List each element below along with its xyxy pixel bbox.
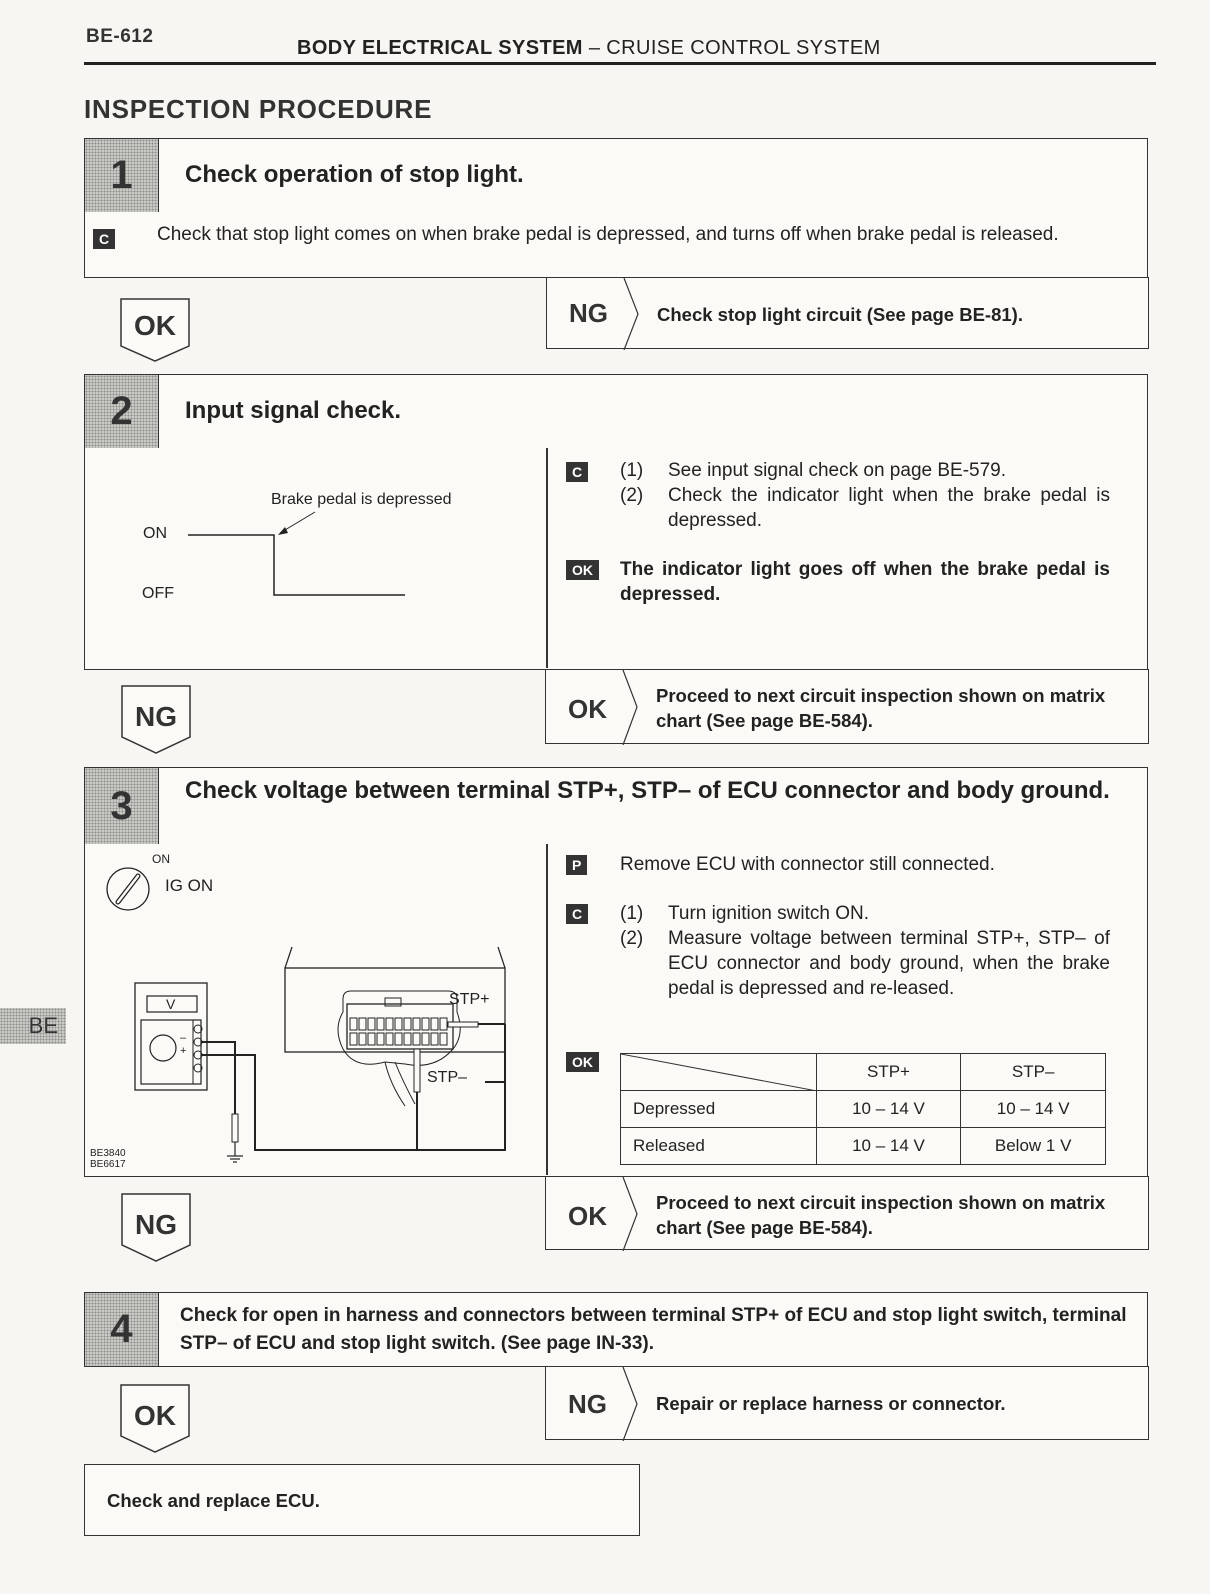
step-3-ng-arrow[interactable] — [121, 1193, 191, 1273]
step-2-ok-text: Proceed to next circuit inspection shown on matrix chart (See page BE-584). — [656, 685, 1106, 731]
final-action-text: Check and replace ECU. — [107, 1490, 320, 1511]
step-2-header — [84, 374, 1148, 449]
ignition-label: IG ON — [165, 876, 214, 895]
step-1-ok-arrow[interactable] — [120, 298, 190, 378]
meter-label: V — [166, 996, 176, 1012]
step-4-number: 4 — [85, 1293, 159, 1366]
step-2-check-item-1: (1) See input signal check on page BE-579. — [620, 460, 1007, 481]
step-1-ng-text: Check stop light circuit (See page BE-81). — [657, 304, 1023, 325]
column-header: STP– — [961, 1054, 1106, 1091]
step-3-number: 3 — [85, 768, 159, 844]
stp-plus-label: STP+ — [449, 991, 490, 1008]
step-2-check-item-2: (2) Check the indicator light when the brake pedal is depressed. — [620, 485, 1110, 531]
ok-tag: OK — [566, 1052, 599, 1072]
step-2-ng-arrow[interactable] — [121, 685, 191, 765]
row-label: Depressed — [621, 1091, 817, 1128]
meter-minus: – — [180, 1032, 187, 1044]
check-tag: C — [566, 462, 588, 482]
figure-code-1: BE3840 — [90, 1148, 126, 1159]
figure-code-2: BE6617 — [90, 1159, 126, 1170]
step-4-title: Check for open in harness and connectors between terminal STP+ of ECU and stop light switch, terminal STP– of ECU and stop light switch. (See page IN-33). — [180, 1305, 1127, 1354]
step-4-ng-result[interactable] — [545, 1366, 1149, 1440]
step-4-header — [84, 1292, 1148, 1367]
table-cell: Below 1 V — [961, 1128, 1106, 1165]
table-cell: 10 – 14 V — [816, 1091, 961, 1128]
header-title-bold: BODY ELECTRICAL SYSTEM — [297, 37, 583, 59]
table-cell: 10 – 14 V — [961, 1091, 1106, 1128]
step-1-check-text: Check that stop light comes on when brake pedal is depressed, and turns off when brake pedal is released. — [157, 224, 1059, 245]
ok-tag: OK — [566, 560, 599, 580]
header-title-rest: – CRUISE CONTROL SYSTEM — [582, 37, 881, 59]
step-2-divider — [546, 448, 548, 668]
step-1-check — [84, 212, 1148, 278]
step-1-title: Check operation of stop light. — [185, 161, 524, 188]
section-side-tab: BE — [0, 1008, 66, 1044]
on-label: ON — [143, 525, 167, 542]
row-label: Released — [621, 1128, 817, 1165]
step-1-number: 1 — [85, 139, 159, 212]
ng-label: NG — [568, 1389, 607, 1419]
check-tag: C — [93, 229, 115, 249]
ok-label: OK — [568, 1201, 607, 1231]
step-3-check-item-2: (2) Measure voltage between terminal STP+, STP– of ECU connector and body ground, when the brake pedal is depressed and re-leased. — [620, 928, 1110, 999]
signal-waveform — [85, 448, 547, 668]
step-3-title: Check voltage between terminal STP+, STP– of ECU connector and body ground. — [185, 777, 1110, 804]
voltage-spec-table — [620, 1053, 1106, 1165]
step-2-body — [84, 448, 1148, 670]
final-action-box — [84, 1464, 640, 1536]
step-3-header — [84, 767, 1148, 845]
step-3-prep-text: Remove ECU with connector still connected. — [620, 854, 995, 875]
voltage-measurement-diagram — [85, 844, 547, 1175]
check-tag: C — [566, 904, 588, 924]
ng-label: NG — [569, 298, 608, 328]
step-2-title: Input signal check. — [185, 397, 402, 424]
chevron-right-icon — [621, 1367, 641, 1441]
table-corner-cell — [621, 1054, 817, 1091]
step-4-ng-text: Repair or replace harness or connector. — [656, 1393, 1006, 1414]
diagram-annotation: Brake pedal is depressed — [271, 491, 452, 508]
ng-label: NG — [135, 1209, 177, 1240]
ok-label: OK — [134, 310, 176, 341]
ignition-on-small: ON — [152, 852, 170, 866]
ok-label: OK — [134, 1400, 176, 1431]
step-1-ng-result[interactable] — [546, 277, 1149, 349]
table-header-row — [621, 1054, 1106, 1091]
step-2-ok-result[interactable] — [545, 669, 1149, 744]
meter-plus: + — [180, 1045, 187, 1057]
step-2-number: 2 — [85, 375, 159, 448]
off-label: OFF — [142, 585, 174, 602]
column-header: STP+ — [816, 1054, 961, 1091]
chevron-right-icon — [621, 670, 641, 745]
page-code: BE-612 — [86, 26, 154, 47]
step-3-ok-text: Proceed to next circuit inspection shown on matrix chart (See page BE-584). — [656, 1192, 1106, 1238]
step-3-body — [84, 844, 1148, 1177]
step-3-ok-result[interactable] — [545, 1176, 1149, 1250]
chevron-right-icon — [622, 278, 642, 350]
prep-tag: P — [566, 855, 587, 875]
brake-signal-diagram — [85, 448, 547, 668]
ok-label: OK — [568, 694, 607, 724]
step-3-divider — [546, 844, 548, 1175]
step-2-ok-text: The indicator light goes off when the brake pedal is depressed. — [620, 559, 1110, 605]
table-row — [621, 1128, 1106, 1165]
stp-minus-label: STP– — [427, 1069, 468, 1086]
header-title — [297, 37, 881, 60]
step-3-check-item-1: (1) Turn ignition switch ON. — [620, 903, 869, 924]
ng-label: NG — [135, 701, 177, 732]
table-cell: 10 – 14 V — [816, 1128, 961, 1165]
ignition-key-icon — [107, 868, 149, 910]
step-4-ok-arrow[interactable] — [120, 1384, 190, 1464]
section-title: INSPECTION PROCEDURE — [84, 94, 433, 124]
chevron-right-icon — [621, 1177, 641, 1251]
table-row — [621, 1091, 1106, 1128]
step-1-header — [84, 138, 1148, 213]
header-rule — [84, 62, 1156, 65]
ecu-connector-icon — [338, 991, 460, 1106]
